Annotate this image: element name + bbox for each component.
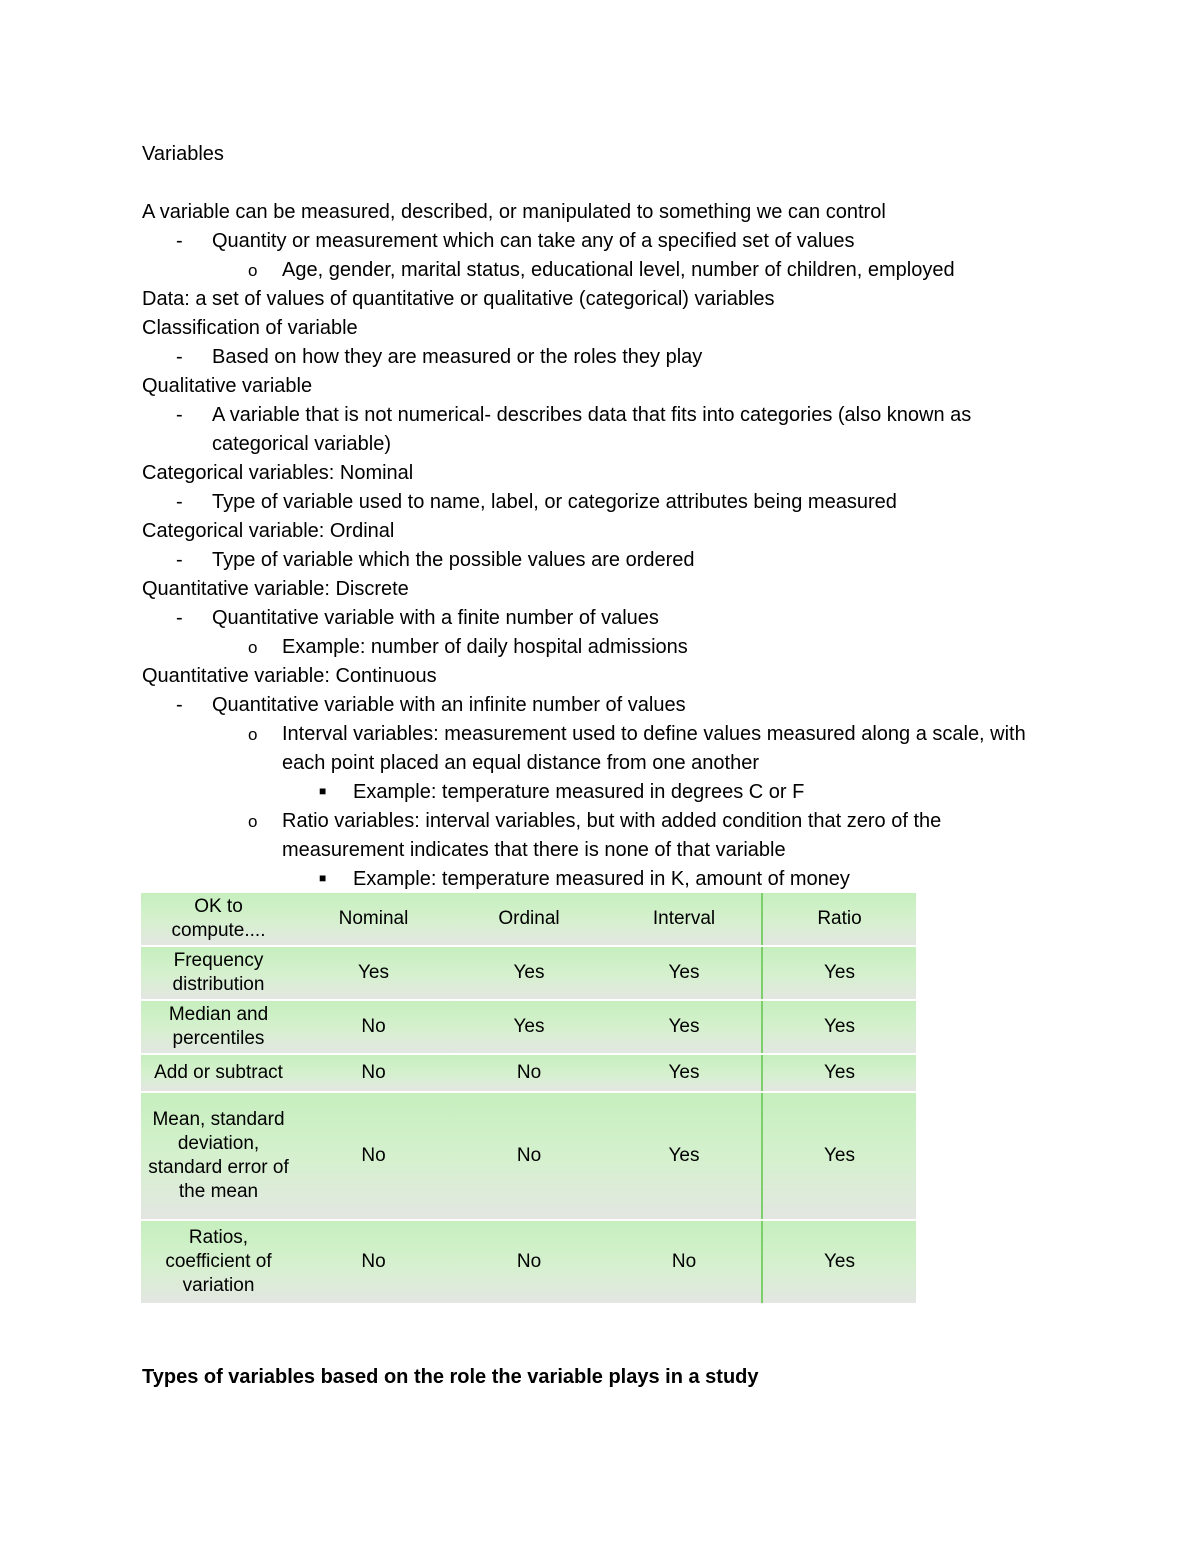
outline-text: Classification of variable: [142, 317, 358, 339]
outline-item: [142, 720, 1062, 778]
table-row: [141, 946, 916, 1000]
table-header-cell: Nominal: [296, 893, 451, 946]
outline-text: Quantitative variable with a finite number of values: [212, 607, 659, 629]
table-cell: No: [607, 1220, 762, 1304]
table-cell: No: [451, 1054, 607, 1092]
table-header-cell: OK to compute....: [141, 893, 296, 946]
outline-text: Example: temperature measured in degrees C or F: [353, 781, 805, 803]
outline-text: Categorical variables: Nominal: [142, 462, 414, 484]
outline-item: [142, 633, 1062, 662]
document-body: [142, 140, 1062, 894]
table-cell: No: [296, 1092, 451, 1220]
table-cell: Yes: [762, 1092, 916, 1220]
document-title: Variables: [142, 143, 224, 165]
table-row-label: Ratios, coefficient of variation: [141, 1220, 296, 1304]
square-bullet-icon: ■: [319, 871, 327, 885]
outline-text: Quantitative variable: Discrete: [142, 578, 409, 600]
outline-text: Categorical variable: Ordinal: [142, 520, 395, 542]
dash-bullet-icon: -: [176, 404, 183, 426]
outline-text: A variable can be measured, described, or manipulated to something we can control: [142, 201, 886, 223]
outline-item: [142, 807, 1062, 865]
outline-heading: [142, 459, 1062, 488]
table-header-cell: Ratio: [762, 893, 916, 946]
outline-text: Quantity or measurement which can take any of a specified set of values: [212, 230, 855, 252]
table-row-label: Mean, standard deviation, standard error of the mean: [141, 1092, 296, 1220]
circle-bullet-icon: o: [248, 638, 258, 657]
outline-heading: [142, 662, 1062, 691]
outline-text: Qualitative variable: [142, 375, 313, 397]
dash-bullet-icon: -: [176, 230, 183, 252]
circle-bullet-icon: o: [248, 725, 258, 744]
outline-item: [142, 401, 1062, 459]
table-row: [141, 1092, 916, 1220]
table-cell: Yes: [762, 1000, 916, 1054]
table-cell: Yes: [451, 946, 607, 1000]
table-cell: Yes: [607, 1000, 762, 1054]
outline-item: [142, 488, 1062, 517]
table-cell: Yes: [762, 1220, 916, 1304]
circle-bullet-icon: o: [248, 812, 258, 831]
dash-bullet-icon: -: [176, 607, 183, 629]
square-bullet-icon: ■: [319, 784, 327, 798]
outline-heading: [142, 285, 1062, 314]
outline-item: [142, 778, 1062, 807]
outline-text: Ratio variables: interval variables, but with added condition that zero of the measurement indicates that there is none of that variable: [282, 810, 942, 861]
outline-text: Type of variable which the possible values are ordered: [212, 549, 695, 571]
outline-text: Age, gender, marital status, educational level, number of children, employed: [282, 259, 955, 281]
table-cell: No: [296, 1054, 451, 1092]
dash-bullet-icon: -: [176, 694, 183, 716]
table-cell: No: [451, 1092, 607, 1220]
section-heading: Types of variables based on the role the variable plays in a study: [142, 1366, 759, 1388]
outline-heading: [142, 575, 1062, 604]
outline-heading: [142, 372, 1062, 401]
outline-text: Type of variable used to name, label, or categorize attributes being measured: [212, 491, 897, 513]
outline-text: Quantitative variable with an infinite number of values: [212, 694, 686, 716]
outline-item: [142, 865, 1062, 894]
outline-heading: [142, 314, 1062, 343]
table-cell: Yes: [762, 1054, 916, 1092]
outline-item: [142, 691, 1062, 720]
document-lines: [142, 198, 1062, 894]
table-header-cell: Interval: [607, 893, 762, 946]
outline-text: Based on how they are measured or the roles they play: [212, 346, 703, 368]
table-row-label: Median and percentiles: [141, 1000, 296, 1054]
circle-bullet-icon: o: [248, 261, 258, 280]
table-row-label: Add or subtract: [141, 1054, 296, 1092]
table-cell: No: [296, 1000, 451, 1054]
outline-heading: [142, 517, 1062, 546]
table-cell: Yes: [451, 1000, 607, 1054]
table-header-cell: Ordinal: [451, 893, 607, 946]
dash-bullet-icon: -: [176, 549, 183, 571]
table-cell: No: [451, 1220, 607, 1304]
outline-heading: [142, 198, 1062, 227]
table-row: [141, 1220, 916, 1304]
table-cell: Yes: [607, 946, 762, 1000]
outline-item: [142, 256, 1062, 285]
table-cell: Yes: [607, 1092, 762, 1220]
outline-text: Example: number of daily hospital admissions: [282, 636, 688, 658]
outline-item: [142, 546, 1062, 575]
table-row-label: Frequency distribution: [141, 946, 296, 1000]
outline-text: Example: temperature measured in K, amount of money: [353, 868, 850, 890]
computation-table: [141, 893, 916, 1305]
table-cell: Yes: [607, 1054, 762, 1092]
dash-bullet-icon: -: [176, 346, 183, 368]
table-cell: No: [296, 1220, 451, 1304]
outline-item: [142, 604, 1062, 633]
table-cell: Yes: [296, 946, 451, 1000]
table-header-row: [141, 893, 916, 946]
outline-text: Quantitative variable: Continuous: [142, 665, 437, 687]
table-row: [141, 1000, 916, 1054]
outline-text: A variable that is not numerical- describes data that fits into categories (also known as categorical variable): [212, 404, 972, 455]
table-cell: Yes: [762, 946, 916, 1000]
table-row: [141, 1054, 916, 1092]
dash-bullet-icon: -: [176, 491, 183, 513]
outline-item: [142, 227, 1062, 256]
computation-table-container: [141, 893, 916, 1305]
outline-text: Data: a set of values of quantitative or qualitative (categorical) variables: [142, 288, 775, 310]
outline-text: Interval variables: measurement used to define values measured along a scale, with each point placed an equal distance from one another: [282, 723, 1026, 774]
outline-item: [142, 343, 1062, 372]
